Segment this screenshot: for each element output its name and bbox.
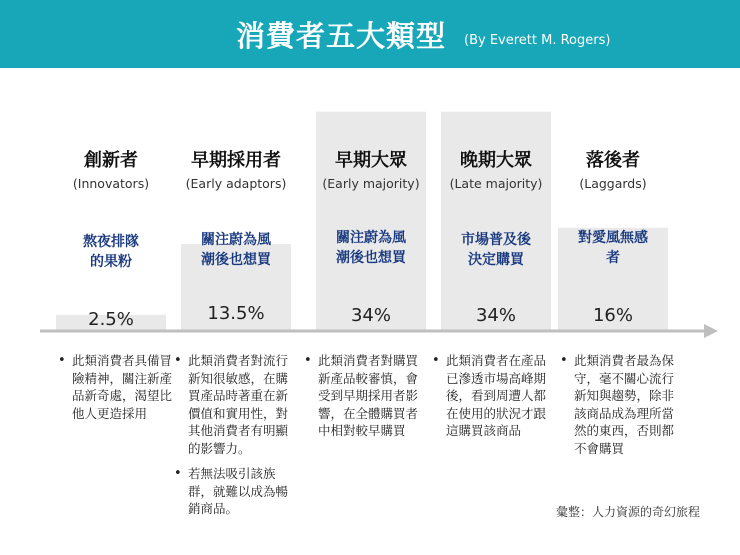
source-credit: 彙整：人力資源的奇幻旅程 <box>556 505 701 519</box>
bullet-item: • 此類消費者對購買新產品較審慎，會受到早期採用者影響，在全體購買者中相對較早購買 <box>302 352 430 440</box>
category-en-label-3: (Late majority) <box>449 176 543 191</box>
bullet-column-3 <box>430 352 558 448</box>
category-en-label-0: (Innovators) <box>72 176 150 191</box>
bullet-column-4 <box>558 352 686 465</box>
value-label-2: 34% <box>350 305 391 326</box>
bullet-item: • 此類消費者對流行新知很敏感，在購買產品時著重在新價值和實用性，對其他消費者有明顯的影響力。 <box>172 352 300 457</box>
category-label-2: 早期大眾 <box>335 150 407 171</box>
category-en-label-2: (Early majority) <box>322 176 420 191</box>
bar-2 <box>316 112 426 331</box>
category-desc-2: 關注蔚為風 潮後也想買 <box>336 230 406 266</box>
category-label-1: 早期採用者 <box>191 150 281 171</box>
page-title: 消費者五大類型 <box>236 19 447 53</box>
header-banner <box>0 0 740 68</box>
value-label-4: 16% <box>592 305 633 326</box>
category-desc-3: 市場普及後 決定購買 <box>461 232 531 268</box>
bullet-item: • 此類消費者最為保守，毫不關心流行新知與趨勢，除非該商品成為理所當然的東西，否則都不會購買 <box>558 352 686 457</box>
value-label-3: 34% <box>475 305 516 326</box>
page-subtitle: (By Everett M. Rogers) <box>464 33 611 48</box>
category-label-0: 創新者 <box>84 150 138 171</box>
bullet-column-1 <box>172 352 300 526</box>
bullet-item: • 此類消費者具備冒險精神，關注新產品新奇處，渴望比他人更造採用 <box>56 352 184 422</box>
category-label-4: 落後者 <box>586 150 640 171</box>
bullet-item: • 此類消費者在產品已滲透市場高峰期後，看到周遭人都在使用的狀況才跟這購買該商品 <box>430 352 558 440</box>
bullet-column-0 <box>56 352 184 430</box>
x-axis-arrow-icon <box>704 324 718 338</box>
category-desc-0: 熬夜排隊 的果粉 <box>83 234 139 270</box>
category-label-3: 晚期大眾 <box>460 150 532 171</box>
bullet-column-2 <box>302 352 430 448</box>
category-en-label-4: (Laggards) <box>579 176 647 191</box>
bar-3 <box>441 112 551 331</box>
bullet-item: • 若無法吸引該族群，就難以成為暢銷商品。 <box>172 465 300 518</box>
value-label-1: 13.5% <box>207 303 265 324</box>
category-en-label-1: (Early adaptors) <box>185 176 287 191</box>
category-desc-1: 關注蔚為風 潮後也想買 <box>201 232 271 268</box>
category-desc-4: 對愛風無感 者 <box>578 230 648 266</box>
value-label-0: 2.5% <box>88 309 134 330</box>
